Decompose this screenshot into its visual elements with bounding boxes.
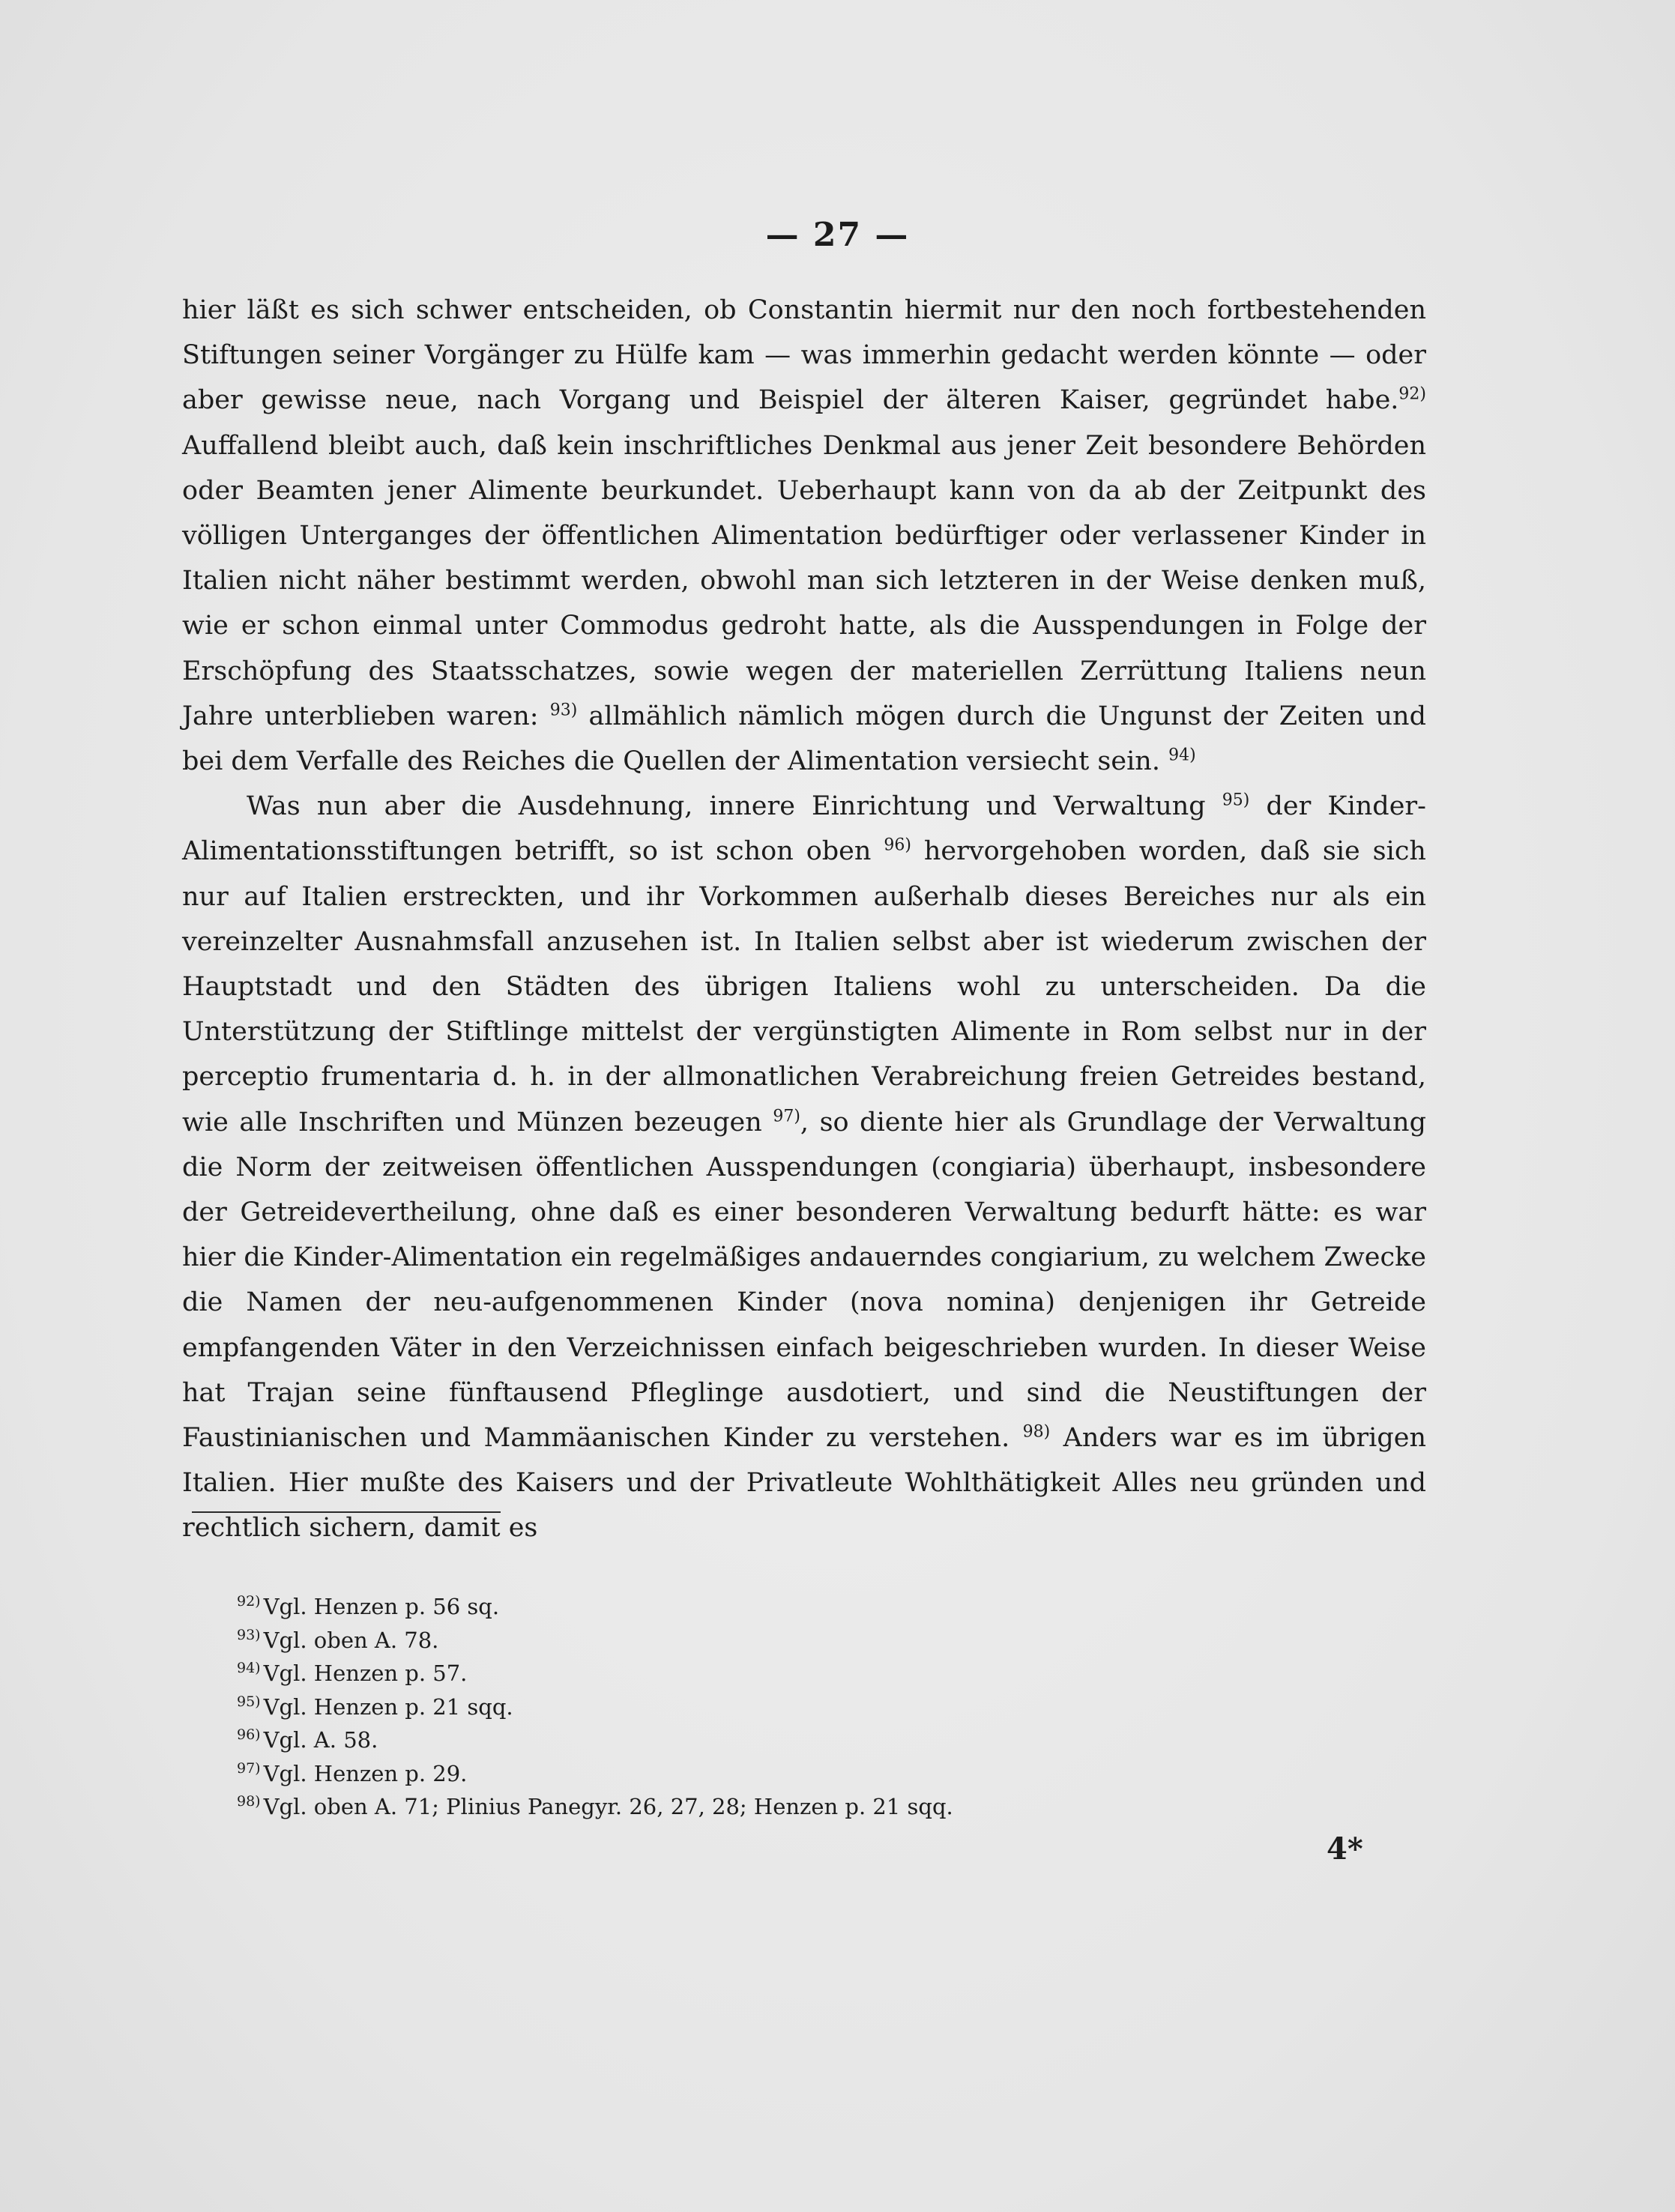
footnote-ref: 95) bbox=[1222, 791, 1250, 810]
footnote-ref: 94) bbox=[1168, 746, 1196, 765]
text-run: , so diente hier als Grundlage der Verwaltung die Norm der zeitweisen öffentlichen Ausspendungen (congiaria) überhaupt, insbesondere der Getreidevertheilung, ohne daß es einer besonderen Verwaltung bedurft hätte: es war hier die Kinder-Alimentation ein regelmäßiges andauerndes congiarium, zu welchem Zwecke die Namen der neu-aufgenommenen Kinder (nova nomina) denjenigen ihr Getreide empfangenden Väter in den Verzeichnissen einfach beigeschrieben wurden. In dieser Weise hat Trajan seine fünftausend Pfleglinge ausdotiert, und sind die Neustiftungen der Faustinianischen und Mammäanischen Kinder zu verstehen. bbox=[182, 1107, 1426, 1454]
footnote-95: $^{95)}$ Vgl. Henzen p. 21 sqq. bbox=[237, 1693, 513, 1720]
body-text bbox=[182, 288, 1426, 1551]
footnote-94: $^{94)}$ Vgl. Henzen p. 57. bbox=[237, 1660, 468, 1686]
paragraph-1 bbox=[182, 288, 1426, 784]
footnote-97: $^{97)}$ Vgl. Henzen p. 29. bbox=[237, 1759, 468, 1786]
text-run: Was nun aber die Ausdehnung, innere Einrichtung und Verwaltung bbox=[247, 791, 1222, 822]
footnote-ref: 92) bbox=[1398, 384, 1426, 404]
footnote-ref: 98) bbox=[1022, 1422, 1051, 1442]
text-run: der Kinder-Alimentationsstiftungen betrifft, so ist schon oben bbox=[182, 791, 1426, 867]
paragraph-2 bbox=[182, 784, 1426, 1550]
footnote-ref: 97) bbox=[773, 1107, 800, 1125]
text-run: hier läßt es sich schwer entscheiden, ob Constantin hiermit nur den noch fortbestehenden Stiftungen seiner Vorgänger zu Hülfe kam — was immerhin gedacht werden könnte — oder aber gewisse neue, nach Vorgang und Beispiel der älteren Kaiser, gegründet habe. bbox=[182, 295, 1426, 416]
footnote-ref: 93) bbox=[549, 701, 578, 720]
footnote-92: $^{92)}$ Vgl. Henzen p. 56 sq. bbox=[237, 1593, 500, 1619]
footnote-98: $^{98)}$ Vgl. oben A. 71; Plinius Panegyr. 26, 27, 28; Henzen p. 21 sqq. bbox=[237, 1793, 953, 1819]
footnotes bbox=[237, 1590, 1361, 1824]
text-run: Auffallend bleibt auch, daß kein inschriftliches Denkmal aus jener Zeit besondere Behörden oder Beamten jener Alimente beurkundet. Ueberhaupt kann von da ab der Zeitpunkt des völligen Unterganges der öffentlichen Alimentation bedürftiger oder verlassener Kinder in Italien nicht näher bestimmt werden, obwohl man sich letzteren in der Weise denken muß, wie er schon einmal unter Commodus gedroht hatte, als die Ausspendungen in Folge der Erschöpfung des Staatsschatzes, sowie wegen der materiellen Zerrüttung Italiens neun Jahre unterblieben waren: bbox=[182, 430, 1426, 731]
page-number: — 27 — bbox=[765, 216, 910, 254]
signature-mark: 4* bbox=[1327, 1831, 1363, 1867]
footnote-ref: 96) bbox=[884, 835, 911, 855]
footnote-rule bbox=[192, 1511, 501, 1513]
footnote-96: $^{96)}$ Vgl. A. 58. bbox=[237, 1726, 378, 1753]
text-run: hervorgehoben worden, daß sie sich nur auf Italien erstreckten, und ihr Vorkommen außerhalb dieses Bereiches nur als ein vereinzelter Ausnahmsfall anzusehen ist. In Italien selbst aber ist wiederum zwischen der Hauptstadt und den Städten des übrigen Italiens wohl zu unterscheiden. Da die Unterstützung der Stiftlinge mittelst der vergünstigten Alimente in Rom selbst nur in der perceptio frumentaria d. h. in der allmonatlichen Verabreichung freien Getreides bestand, wie alle Inschriften und Münzen bezeugen bbox=[182, 836, 1426, 1137]
text-run: Anders war es im übrigen Italien. Hier mußte des Kaisers und der Privatleute Wohlthätigkeit Alles neu gründen und rechtlich sichern, damit es bbox=[182, 1423, 1426, 1544]
text-run: allmählich nämlich mögen durch die Ungunst der Zeiten und bei dem Verfalle des Reiches die Quellen der Alimentation versiecht sein. bbox=[182, 701, 1426, 777]
footnote-93: $^{93)}$ Vgl. oben A. 78. bbox=[237, 1626, 439, 1653]
